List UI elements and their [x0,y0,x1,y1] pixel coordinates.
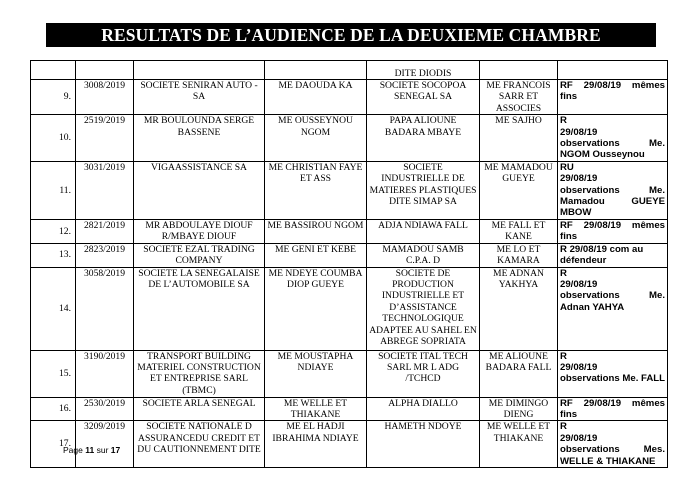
table-row [31,243,668,267]
table-row [31,267,668,350]
cell-dossier: 2823/2019 [76,243,134,267]
cell-plaintiff-lawyer: ME GENI ET KEBE [265,243,367,267]
cell-dossier: 2821/2019 [76,219,134,243]
cell-defendant: SOCIETE DE PRODUCTION INDUSTRIELLE ET D’ASSISTANCE TECHNOLOGIQUE ADAPTEE AU SAHEL EN ABREGE SOPRIATA [367,267,480,350]
cell-num [31,61,76,80]
cell-num: 17. [31,421,76,468]
cell-plaintiff-lawyer: ME WELLE ET THIAKANE [265,397,367,421]
cell-defendant-lawyer: ME ALIOUNE BADARA FALL [480,350,558,397]
cell-plaintiff-lawyer: ME BASSIROU NGOM [265,219,367,243]
cell-plaintiff: MR BOULOUNDA SERGE BASSENE [134,115,265,162]
table-row [31,350,668,397]
cell-plaintiff-lawyer: ME CHRISTIAN FAYE ET ASS [265,161,367,219]
observation-code: R [560,267,567,279]
observation-line [560,80,665,103]
cell-observations [558,267,668,350]
observation-detail: observations Me. NGOM Ousseynou [560,138,665,161]
cell-defendant: ADJA NDIAWA FALL [367,219,480,243]
observation-line [560,268,665,291]
table-row [31,421,668,468]
cell-dossier [76,61,134,80]
cell-num: 12. [31,219,76,243]
cell-plaintiff: MR ABDOULAYE DIOUF R/MBAYE DIOUF [134,219,265,243]
cell-defendant-lawyer: ME ADNAN YAKHYA [480,267,558,350]
observation-date: 29/08/19 [560,126,598,138]
cell-defendant-lawyer: ME FRANCOIS SARR ET ASSOCIES [480,80,558,115]
cell-num: 9. [31,80,76,115]
observation-code: RF 29/08/19 mêmes fins [560,219,665,243]
cell-observations [558,421,668,468]
observation-date: 29/08/19 [560,173,598,185]
cell-plaintiff-lawyer: ME EL HADJI IBRAHIMA NDIAYE [265,421,367,468]
observation-date: 29/08/19 [560,432,598,444]
observation-code: RU [560,161,574,173]
cell-defendant: SOCIETE INDUSTRIELLE DE MATIERES PLASTIQUES DITE SIMAP SA [367,161,480,219]
cell-defendant-lawyer: ME MAMADOU GUEYE [480,161,558,219]
cell-dossier: 3031/2019 [76,161,134,219]
table-row [31,219,668,243]
cell-dossier: 3008/2019 [76,80,134,115]
cell-defendant: HAMETH NDOYE [367,421,480,468]
cell-plaintiff-lawyer: ME OUSSEYNOU NGOM [265,115,367,162]
cell-plaintiff: SOCIETE ARLA SENEGAL [134,397,265,421]
footer-separator: sur [96,445,109,455]
observation-line [560,220,665,243]
observation-line [560,421,665,444]
cell-dossier: 3058/2019 [76,267,134,350]
table-row-continued [31,61,668,80]
cell-dossier: 2530/2019 [76,397,134,421]
cell-plaintiff: SOCIETE SENIRAN AUTO - SA [134,80,265,115]
cell-dossier: 3209/2019 [76,421,134,468]
cell-num: 11. [31,161,76,219]
cell-defendant-lawyer: ME WELLE ET THIAKANE [480,421,558,468]
table-row [31,115,668,162]
observation-line [560,351,665,374]
observation-detail: observations Mes. WELLE & THIAKANE [560,444,665,467]
observation-code: R 29/08/19 com au [560,243,644,255]
cell-plaintiff: VIGAASSISTANCE SA [134,161,265,219]
observation-code: R [560,350,567,362]
cell-observations [558,115,668,162]
cell-plaintiff: TRANSPORT BUILDING MATERIEL CONSTRUCTION ET ENTREPRISE SARL (TBMC) [134,350,265,397]
cell-dossier: 2519/2019 [76,115,134,162]
cell-defendant-lawyer [480,61,558,80]
cell-plaintiff [134,61,265,80]
cell-defendant-lawyer: ME DIMINGO DIENG [480,397,558,421]
observation-code: R [560,421,567,433]
table-row [31,161,668,219]
observation-code: RF 29/08/19 mêmes fins [560,397,665,420]
cell-plaintiff-lawyer [265,61,367,80]
footer-page-number: 11 [85,445,95,455]
cell-observations [558,80,668,115]
page-footer [63,445,120,455]
observation-detail: observations Me. FALL [560,373,666,385]
observation-line [560,398,665,421]
cell-observations [558,61,668,80]
page-title-banner: RESULTATS DE L’AUDIENCE DE LA DEUXIEME CHAMBRE [46,23,656,47]
results-table [30,60,668,468]
observation-code: RF 29/08/19 mêmes fins [560,80,665,103]
footer-page-total: 17 [110,445,121,455]
cell-plaintiff-lawyer: ME MOUSTAPHA NDIAYE [265,350,367,397]
cell-defendant: SOCIETE ITAL TECH SARL MR L ADG /TCHCD [367,350,480,397]
cell-defendant: ALPHA DIALLO [367,397,480,421]
cell-plaintiff-lawyer: ME DAOUDA KA [265,80,367,115]
cell-defendant: MAMADOU SAMB C.P.A. D [367,243,480,267]
observation-date: 29/08/19 [560,278,598,290]
cell-defendant: DITE DIODIS [367,61,480,80]
cell-defendant-lawyer: ME LO ET KAMARA [480,243,558,267]
cell-num: 13. [31,243,76,267]
observation-detail: défendeur [560,255,607,267]
footer-prefix: Page [63,445,83,455]
cell-plaintiff: SOCIETE LA SENEGALAISE DE L’AUTOMOBILE SA [134,267,265,350]
cell-observations [558,397,668,421]
cell-defendant: PAPA ALIOUNE BADARA MBAYE [367,115,480,162]
cell-observations [558,350,668,397]
observation-line [560,162,665,185]
cell-num: 16. [31,397,76,421]
cell-num: 15. [31,350,76,397]
table-row [31,397,668,421]
observation-line [560,244,665,255]
table-row [31,80,668,115]
observation-line [560,115,665,138]
cell-defendant-lawyer: ME FALL ET KANE [480,219,558,243]
cell-dossier: 3190/2019 [76,350,134,397]
cell-plaintiff: SOCIETE NATIONALE D ASSURANCEDU CREDIT ET DU CAUTIONNEMENT DITE [134,421,265,468]
cell-observations [558,161,668,219]
observation-date: 29/08/19 [560,361,598,373]
observation-detail: observations Me. Adnan YAHYA [560,290,665,313]
observation-code: R [560,115,567,127]
cell-defendant-lawyer: ME SAJHO [480,115,558,162]
cell-num: 14. [31,267,76,350]
cell-defendant: SOCIETE SOCOPOA SENEGAL SA [367,80,480,115]
cell-plaintiff-lawyer: ME NDEYE COUMBA DIOP GUEYE [265,267,367,350]
cell-num: 10. [31,115,76,162]
cell-observations [558,243,668,267]
cell-observations [558,219,668,243]
observation-detail: observations Me. Mamadou GUEYE MBOW [560,184,665,219]
cell-plaintiff: SOCIETE EZAL TRADING COMPANY [134,243,265,267]
